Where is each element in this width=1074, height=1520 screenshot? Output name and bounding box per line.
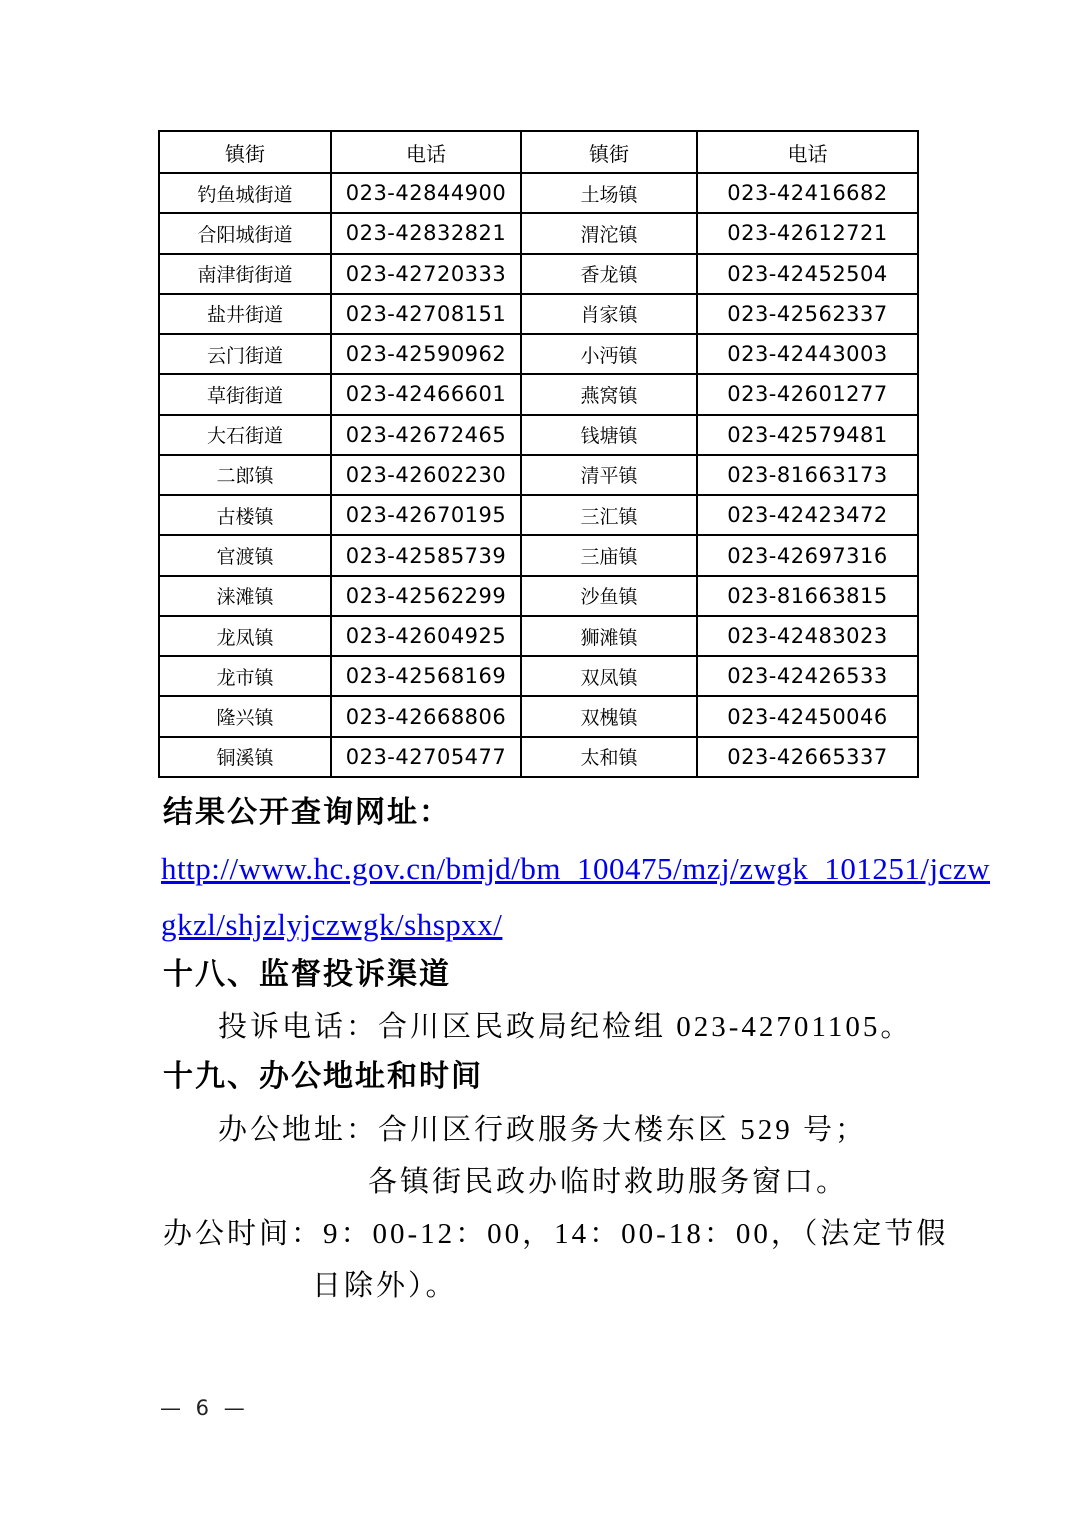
town-cell: 狮滩镇 [521, 616, 697, 656]
town-cell: 钓鱼城街道 [159, 173, 331, 213]
header-town-right: 镇街 [521, 131, 697, 173]
phone-cell: 023-42466601 [331, 374, 521, 414]
phone-cell: 023-81663815 [697, 576, 918, 616]
phone-cell: 023-42426533 [697, 656, 918, 696]
town-cell: 隆兴镇 [159, 696, 331, 736]
town-phone-table [158, 130, 919, 778]
table-row [159, 213, 918, 253]
phone-cell: 023-42416682 [697, 173, 918, 213]
header-town-left: 镇街 [159, 131, 331, 173]
phone-cell: 023-42612721 [697, 213, 918, 253]
phone-cell: 023-42585739 [331, 535, 521, 575]
town-cell: 钱塘镇 [521, 415, 697, 455]
town-cell: 涞滩镇 [159, 576, 331, 616]
phone-cell: 023-42832821 [331, 213, 521, 253]
phone-cell: 023-42697316 [697, 535, 918, 575]
table-row [159, 455, 918, 495]
town-cell: 燕窝镇 [521, 374, 697, 414]
town-cell: 龙市镇 [159, 656, 331, 696]
table-row [159, 173, 918, 213]
town-cell: 云门街道 [159, 334, 331, 374]
table-row [159, 656, 918, 696]
town-cell: 草街街道 [159, 374, 331, 414]
phone-cell: 023-42562337 [697, 294, 918, 334]
phone-cell: 023-42452504 [697, 254, 918, 294]
page-number: — 6 — [160, 1396, 249, 1420]
table-row [159, 737, 918, 777]
table-row [159, 495, 918, 535]
table-row [159, 254, 918, 294]
header-phone-left: 电话 [331, 131, 521, 173]
result-url-link-line1[interactable]: http://www.hc.gov.cn/bmjd/bm_100475/mzj/zwgk_101251/jczw [161, 851, 991, 886]
office-address-line2: 各镇街民政办临时救助服务窗口。 [368, 1166, 849, 1198]
phone-cell: 023-42423472 [697, 495, 918, 535]
town-cell: 龙凤镇 [159, 616, 331, 656]
phone-cell: 023-42450046 [697, 696, 918, 736]
town-cell: 二郎镇 [159, 455, 331, 495]
phone-cell: 023-42568169 [331, 656, 521, 696]
table-row [159, 294, 918, 334]
table-row [159, 415, 918, 455]
office-hours-line1: 办公时间：9：00-12：00，14：00-18：00，（法定节假 [163, 1218, 949, 1250]
table-row [159, 334, 918, 374]
phone-cell: 023-81663173 [697, 455, 918, 495]
town-cell: 盐井街道 [159, 294, 331, 334]
section-heading-18: 十八、监督投诉渠道 [163, 958, 451, 991]
town-cell: 肖家镇 [521, 294, 697, 334]
phone-cell: 023-42443003 [697, 334, 918, 374]
phone-cell: 023-42705477 [331, 737, 521, 777]
phone-cell: 023-42483023 [697, 616, 918, 656]
town-cell: 土场镇 [521, 173, 697, 213]
table-row [159, 696, 918, 736]
office-hours-line2: 日除外）。 [312, 1270, 458, 1302]
header-phone-right: 电话 [697, 131, 918, 173]
section-heading-19: 十九、办公地址和时间 [163, 1060, 483, 1093]
phone-cell: 023-42590962 [331, 334, 521, 374]
table-row [159, 616, 918, 656]
phone-cell: 023-42601277 [697, 374, 918, 414]
phone-cell: 023-42672465 [331, 415, 521, 455]
phone-cell: 023-42670195 [331, 495, 521, 535]
town-cell: 官渡镇 [159, 535, 331, 575]
town-cell: 渭沱镇 [521, 213, 697, 253]
phone-cell: 023-42720333 [331, 254, 521, 294]
town-cell: 合阳城街道 [159, 213, 331, 253]
phone-cell: 023-42708151 [331, 294, 521, 334]
phone-cell: 023-42602230 [331, 455, 521, 495]
phone-cell: 023-42668806 [331, 696, 521, 736]
town-cell: 大石街道 [159, 415, 331, 455]
contact-table-body [159, 173, 918, 777]
table-row [159, 535, 918, 575]
phone-cell: 023-42604925 [331, 616, 521, 656]
town-cell: 铜溪镇 [159, 737, 331, 777]
result-query-url-label: 结果公开查询网址： [163, 796, 451, 829]
town-cell: 清平镇 [521, 455, 697, 495]
town-cell: 香龙镇 [521, 254, 697, 294]
table-row [159, 576, 918, 616]
town-cell: 古楼镇 [159, 495, 331, 535]
phone-cell: 023-42665337 [697, 737, 918, 777]
result-url-link-line2[interactable]: gkzl/shjzlyjczwgk/shspxx/ [161, 907, 503, 942]
table-header-row [159, 131, 918, 173]
town-cell: 太和镇 [521, 737, 697, 777]
town-cell: 沙鱼镇 [521, 576, 697, 616]
complaint-phone-line: 投诉电话：合川区民政局纪检组 023-42701105。 [218, 1011, 913, 1043]
town-cell: 南津街街道 [159, 254, 331, 294]
phone-cell: 023-42579481 [697, 415, 918, 455]
town-cell: 三庙镇 [521, 535, 697, 575]
phone-cell: 023-42844900 [331, 173, 521, 213]
town-cell: 小沔镇 [521, 334, 697, 374]
phone-cell: 023-42562299 [331, 576, 521, 616]
office-address-line1: 办公地址：合川区行政服务大楼东区 529 号； [218, 1114, 868, 1146]
table-row [159, 374, 918, 414]
town-cell: 双凤镇 [521, 656, 697, 696]
town-cell: 双槐镇 [521, 696, 697, 736]
town-cell: 三汇镇 [521, 495, 697, 535]
